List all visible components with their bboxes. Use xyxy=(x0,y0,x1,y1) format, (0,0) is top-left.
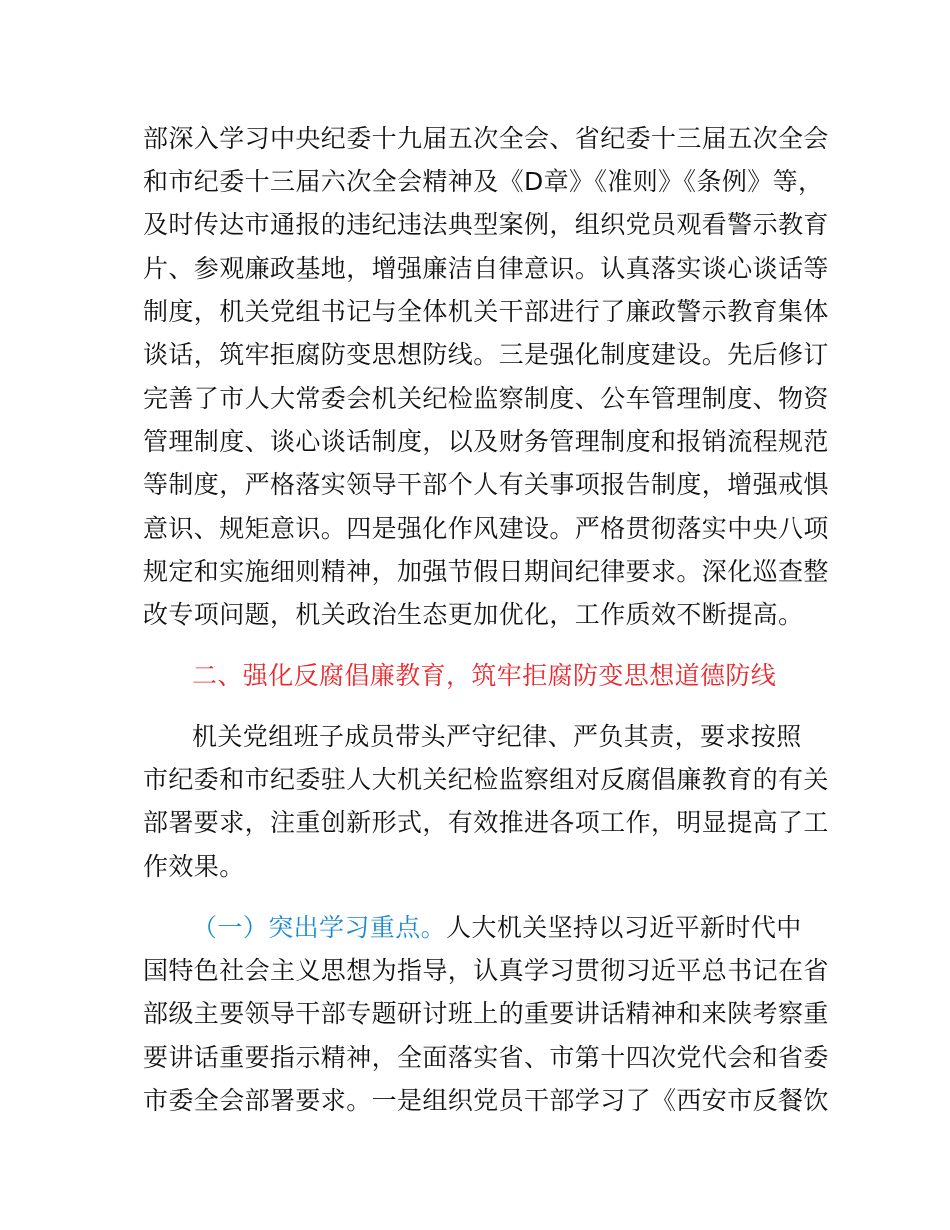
paragraph3-line-1-rest: 人大机关坚持以习近平新时代中 xyxy=(446,913,802,942)
paragraph3-line-5: 市委全会部署要求。一是组织党员干部学习了《西安市反餐饮 xyxy=(143,1086,829,1115)
paragraph2-line-1: 机关党组班子成员带头严守纪律、严负其责，要求按照 xyxy=(192,722,802,751)
paragraph1-line-2: 和市纪委十三届六次全会精神及《D章》《准则》《条例》等， xyxy=(143,167,824,196)
paragraph1-line-11: 规定和实施细则精神，加强节假日期间纪律要求。深化巡查整 xyxy=(143,557,829,586)
subheading-highlight-study: （一）突出学习重点。 xyxy=(192,913,447,942)
paragraph3-line-3: 部级主要领导干部专题研讨班上的重要讲话精神和来陕考察重 xyxy=(143,999,829,1028)
section-heading-2: 二、强化反腐倡廉教育，筑牢拒腐防变思想道德防线 xyxy=(192,661,777,690)
paragraph1-line-6: 谈话，筑牢拒腐防变思想防线。三是强化制度建设。先后修订 xyxy=(143,340,829,369)
paragraph1-line-10: 意识、规矩意识。四是强化作风建设。严格贯彻落实中央八项 xyxy=(143,514,829,543)
paragraph1-line-8: 管理制度、谈心谈话制度，以及财务管理制度和报销流程规范 xyxy=(143,427,829,456)
paragraph2-line-4: 作效果。 xyxy=(143,852,245,881)
paragraph3-line-4: 要讲话重要指示精神，全面落实省、市第十四次党代会和省委 xyxy=(143,1043,829,1072)
paragraph1-line-4: 片、参观廉政基地，增强廉洁自律意识。认真落实谈心谈话等 xyxy=(143,254,829,283)
paragraph3-line-1 xyxy=(192,911,802,945)
paragraph3-line-2: 国特色社会主义思想为指导，认真学习贯彻习近平总书记在省 xyxy=(143,956,829,985)
paragraph1-line-1: 部深入学习中央纪委十九届五次全会、省纪委十三届五次全会 xyxy=(143,124,829,153)
paragraph1-line-12: 改专项问题，机关政治生态更加优化，工作质效不断提高。 xyxy=(143,600,804,629)
paragraph1-line-9: 等制度，严格落实领导干部个人有关事项报告制度，增强戒惧 xyxy=(143,470,829,499)
paragraph1-line-3: 及时传达市通报的违纪违法典型案例，组织党员观看警示教育 xyxy=(143,210,829,239)
paragraph2-line-2: 市纪委和市纪委驻人大机关纪检监察组对反腐倡廉教育的有关 xyxy=(143,765,829,794)
paragraph1-line-5: 制度，机关党组书记与全体机关干部进行了廉政警示教育集体 xyxy=(143,297,829,326)
paragraph2-line-3: 部署要求，注重创新形式，有效推进各项工作，明显提高了工 xyxy=(143,808,829,837)
paragraph1-line-7: 完善了市人大常委会机关纪检监察制度、公车管理制度、物资 xyxy=(143,384,829,413)
